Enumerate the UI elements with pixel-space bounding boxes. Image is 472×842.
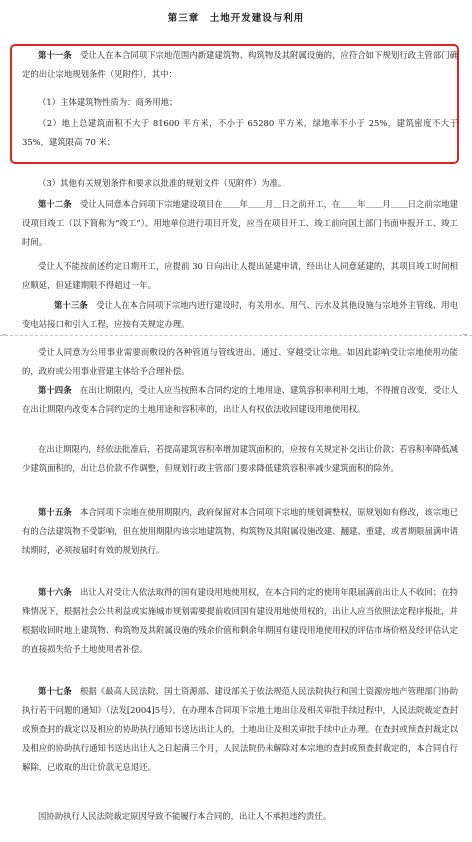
article-14: [22, 381, 458, 419]
chapter-title: 第三章 土地开发建设与利用: [167, 13, 305, 24]
article-11-text: 受让人在本合同项下宗地范围内新建建筑物、构筑物及其附属设施的，应符合如下规划行政主管部门确定的出让宗地规划条件（见附件），其中：: [22, 50, 459, 79]
article-12-head: 第十二条: [38, 199, 72, 209]
article-16-head: 第十六条: [38, 587, 72, 597]
article-15: [22, 503, 458, 560]
article-15-head: 第十五条: [38, 507, 72, 517]
article-13-text: 受让人在本合同项下宗地内进行建设时，有关用水、用气、污水及其他设施与宗地外主管线、用电变电站接口和引入工程，应按有关规定办理。: [22, 300, 458, 329]
article-17-head: 第十七条: [38, 686, 72, 696]
article-11-item-2: （2）地上总建筑面积不大于 81600 平方米，不小于 65280 平方米，绿地率不小于 25%，建筑密度不大于 35%，建筑限高 70 米；: [22, 118, 458, 147]
article-11-item-3: （3）其他有关规划条件和要求以批准的规划文件（见附件）为准。: [38, 178, 287, 188]
page-separator: [0, 335, 472, 336]
article-11-item-1: （1）主体建筑物性质为：商务用地；: [38, 97, 178, 107]
article-13-pipelines: 受让人同意为公用事业需要而敷设的各种管道与管线进出、通过、穿越受让宗地。如因此影响受让宗地使用功能的，政府或公用事业营建主体给予合理补偿。: [22, 347, 458, 376]
article-14-text: 在出让期限内，受让人应当按照本合同约定的土地用途、建筑容积率利用土地，不得擅自改变，受让人在出让期限内改变本合同约定的土地用途和容积率的，出让人有权依法收回建设用地使用权。: [22, 385, 459, 414]
article-15-text: 本合同项下宗地在使用期限内，政府保留对本合同项下宗地的规划调整权，原规划如有修改，该宗地已有的合法建筑物不受影响，但在使用期限内该宗地建筑物、构筑物及其附属设施改建、翻建、重建，或者期限届满申请续期时，必须按届时有效的规划执行。: [22, 507, 459, 555]
article-17: [22, 682, 458, 777]
article-13-head: 第十三条: [54, 300, 88, 310]
separator-mark-right: ¬: [462, 331, 468, 339]
article-11-intro: [22, 46, 458, 84]
article-13: [22, 296, 458, 334]
article-12-text: 受让人同意本合同项下宗地建设项目在＿＿年＿＿月＿日之前开工，在＿＿年＿＿月＿＿日之前宗地建设项目竣工（以下简称为“竣工”）。用地单位进行项目开发，应当在项目开工、竣工前向国土部门书面申报开工、竣工时间。: [22, 199, 459, 247]
article-12: [22, 195, 458, 252]
separator-mark-left: ⌐: [2, 331, 8, 339]
article-14-head: 第十四条: [38, 385, 72, 395]
article-16-text: 出让人对受让人依法取得的国有建设用地使用权，在本合同约定的使用年限届满前出让人不收回；在特殊情况下，根据社会公共利益或实施城市规划需要提前收回国有建设用地使用权的，出让人应当依照法定程序报批，并根据收回时地上建筑物、构筑物及其附属设施的残余价值和剩余年期国有建设用地使用权的评估市场价格及经评估认定的直接损失给予土地使用者补偿。: [22, 587, 459, 654]
article-16: [22, 583, 458, 659]
article-14-far: 在出让期限内，经依法批准后，若提高建筑容积率增加建筑面积的，应按有关规定补交出让价款；若容积率降低减少建筑面积的，出让总价款不作调整，但规划行政主管部门要求降低建筑容积率减少建筑面积的除外。: [22, 444, 458, 473]
article-17-liability: 因协助执行人民法院裁定原因导致不能履行本合同的，出让人不承担违约责任。: [38, 811, 332, 821]
article-11-head: 第十一条: [38, 50, 72, 60]
article-17-text: 根据《最高人民法院、国土资源部、建设部关于依法规范人民法院执行和国土资源房地产管理部门协助执行若干问题的通知》（法发[2004]5号），在办理本合同项下宗地土地出让及相关审批手续过程中，人民法院裁定查封或预查封的裁定以及相应的协助执行通知书送达出让人的，土地出让及相关审批手续中止办理。在查封或预查封裁定以及相应的协助执行通知书送达出让人之日起满三个月，人民法院仍未解除对本宗地的查封或预查封裁定的，本合同自行解除，已收取的出让价款无息退还。: [22, 686, 459, 772]
article-12-extension: 受让人不能按前述约定日期开工，应提前 30 日向出让人提出延建申请，经出让人同意延建的，其项目竣工时间相应顺延，但延建期限不得超过一年。: [22, 261, 458, 290]
